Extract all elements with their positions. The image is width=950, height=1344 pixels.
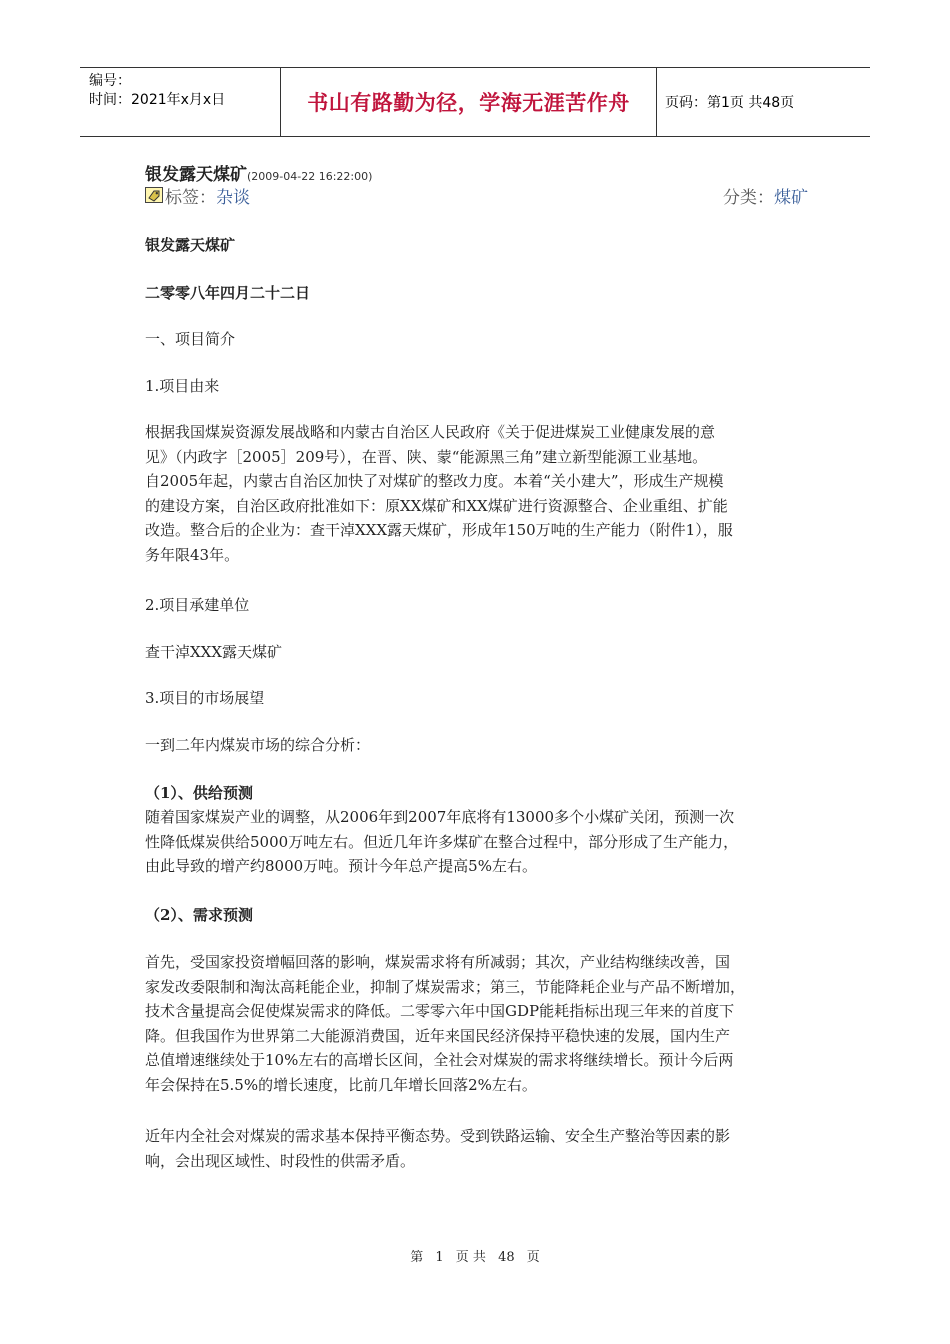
page-info: 页码：第1页 共48页 bbox=[665, 95, 795, 111]
footer-mid: 页 共 bbox=[455, 1250, 486, 1265]
paragraph-line: 近年内全社会对煤炭的需求基本保持平衡态势。受到铁路运输、安全生产整治等因素的影 bbox=[145, 1127, 731, 1145]
paragraph-line: 随着国家煤炭产业的调整，从2006年到2007年底将有13000多个小煤矿关闭，预测一次 bbox=[145, 808, 735, 826]
paragraph-supply bbox=[145, 805, 810, 879]
subsection-unit: 2.项目承建单位 bbox=[145, 596, 250, 614]
paragraph-line: 自2005年起，内蒙古自治区加快了对煤矿的整改力度。本着“关小建大”，形成生产规模 bbox=[145, 472, 724, 490]
footer-prefix: 第 bbox=[410, 1250, 424, 1265]
paragraph-line: 降。但我国作为世界第二大能源消费国，近年来国民经济保持平稳快速的发展，国内生产 bbox=[145, 1026, 731, 1045]
page-header bbox=[80, 67, 870, 137]
supply-heading: （1）、供给预测 bbox=[145, 784, 253, 802]
subsection-market: 3.项目的市场展望 bbox=[145, 689, 265, 707]
category-line bbox=[723, 184, 808, 206]
footer-total-pages: 48 bbox=[498, 1250, 515, 1265]
paragraph-line: 首先，受国家投资增幅回落的影响，煤炭需求将有所减弱；其次，产业结构继续改善，国 bbox=[145, 953, 731, 971]
number-label: 编号： bbox=[89, 73, 131, 89]
subsection-origin: 1.项目由来 bbox=[145, 377, 220, 395]
time-label: 时间：2021年x月x日 bbox=[89, 92, 226, 108]
article-title: 银发露天煤矿 bbox=[145, 165, 247, 185]
paragraph-closing bbox=[145, 1124, 810, 1173]
paragraph-line: 年会保持在5.5%的增长速度，比前几年增长回落2%左右。 bbox=[145, 1075, 537, 1094]
tag-label: 标签： bbox=[165, 187, 216, 208]
unit-name: 查干淖XXX露天煤矿 bbox=[145, 643, 283, 661]
header-motto-cell bbox=[281, 68, 657, 136]
paragraph-line: 见》（内政字［2005］209号），在晋、陕、蒙“能源黑三角”建立新型能源工业基地。 bbox=[145, 447, 708, 466]
paragraph-line: 由此导致的增产约8000万吨。预计今年总产提高5%左右。 bbox=[145, 857, 537, 875]
demand-heading: （2）、需求预测 bbox=[145, 906, 253, 924]
paragraph-line: 根据我国煤炭资源发展战略和内蒙古自治区人民政府《关于促进煤炭工业健康发展的意 bbox=[145, 423, 716, 441]
paragraph-demand bbox=[145, 950, 810, 1097]
paragraph-line: 技术含量提高会促使煤炭需求的降低。二零零六年中国GDP能耗指标出现三年来的首度下 bbox=[145, 1002, 735, 1020]
category-link[interactable]: 煤矿 bbox=[774, 187, 808, 208]
tag-link[interactable]: 杂谈 bbox=[216, 187, 250, 208]
motto-text: 书山有路勤为径，学海无涯苦作舟 bbox=[307, 91, 630, 115]
paragraph-line: 的建设方案，自治区政府批准如下：原XX煤矿和XX煤矿进行资源整合、企业重组、扩能 bbox=[145, 496, 728, 515]
category-label: 分类： bbox=[723, 187, 774, 208]
header-page-cell bbox=[657, 68, 870, 136]
paragraph-origin bbox=[145, 420, 810, 567]
footer-current-page: 1 bbox=[435, 1250, 444, 1265]
paragraph-line: 响，会出现区域性、时段性的供需矛盾。 bbox=[145, 1151, 416, 1170]
analysis-intro: 一到二年内煤炭市场的综合分析： bbox=[145, 736, 371, 754]
paragraph-line: 务年限43年。 bbox=[145, 545, 240, 564]
article-title-line bbox=[145, 160, 372, 185]
paragraph-line: 家发改委限制和淘汰高耗能企业，抑制了煤炭需求；第三，节能降耗企业与产品不断增加， bbox=[145, 977, 746, 996]
section-heading: 一、项目简介 bbox=[145, 330, 236, 348]
paragraph-line: 总值增速继续处于10%左右的高增长区间，全社会对煤炭的需求将继续增长。预计今后两 bbox=[145, 1051, 734, 1069]
paragraph-line: 性降低煤炭供给5000万吨左右。但近几年许多煤矿在整合过程中，部分形成了生产能力， bbox=[145, 832, 739, 851]
paragraph-line: 改造。整合后的企业为：查干淖XXX露天煤矿，形成年150万吨的生产能力（附件1），服 bbox=[145, 521, 733, 539]
page-footer bbox=[0, 1246, 950, 1265]
footer-suffix: 页 bbox=[526, 1250, 540, 1265]
article-date: (2009-04-22 16:22:00) bbox=[247, 170, 373, 183]
tag-line bbox=[145, 184, 250, 206]
content-heading: 银发露天煤矿 bbox=[145, 236, 236, 254]
tag-icon bbox=[145, 187, 163, 203]
header-meta-cell bbox=[80, 68, 281, 136]
content-date: 二零零八年四月二十二日 bbox=[145, 284, 311, 302]
